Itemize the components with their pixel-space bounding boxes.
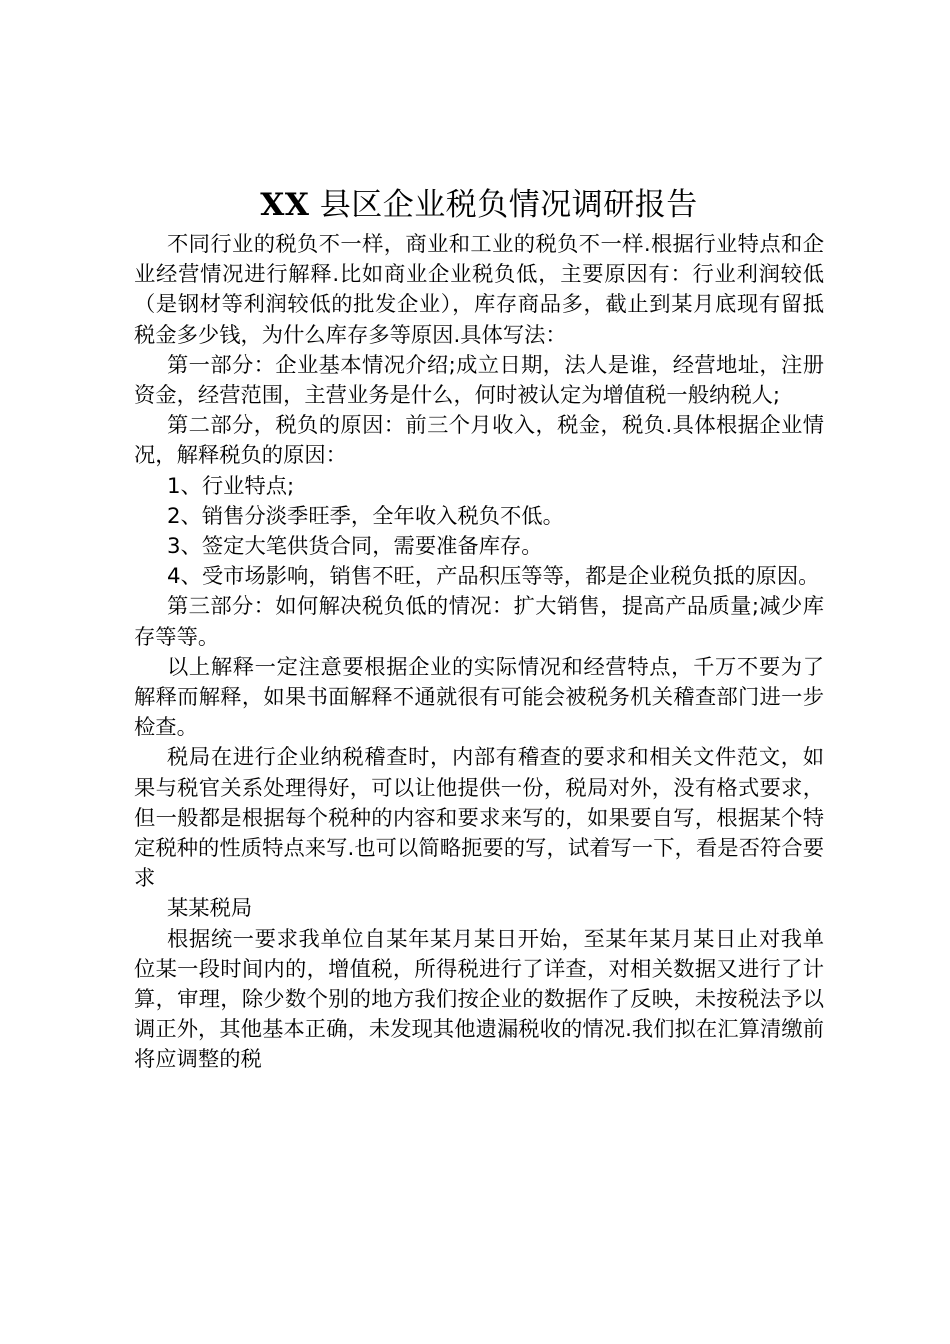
list-item-2: 2、销售分淡季旺季，全年收入税负不低。	[167, 503, 564, 529]
paragraph-inspection: 税局在进行企业纳税稽查时，内部有稽查的要求和相关文件范文，如果与税官关系处理得好，可以让他提供一份，税局对外，没有格式要求，但一般都是根据每个税种的内容和要求来写的，如果要自写，根据某个特定税种的性质特点来写.也可以简略扼要的写，试着写一下，看是否符合要求	[134, 745, 824, 892]
paragraph-addressee: 某某税局	[167, 896, 253, 922]
paragraph-intro: 不同行业的税负不一样，商业和工业的税负不一样.根据行业特点和企业经营情况进行解释.比如商业企业税负低，主要原因有：行业利润较低（是钢材等利润较低的批发企业），库存商品多，截止到某月底现有留抵税金多少钱，为什么库存多等原因.具体写法：	[134, 232, 824, 348]
list-item-1: 1、行业特点;	[167, 473, 295, 499]
document-title	[134, 182, 824, 228]
paragraph-part-one: 第一部分：企业基本情况介绍;成立日期，法人是谁，经营地址，注册资金，经营范围，主营业务是什么，何时被认定为增值税一般纳税人;	[134, 352, 824, 409]
paragraph-note: 以上解释一定注意要根据企业的实际情况和经营特点，千万不要为了解释而解释，如果书面解释不通就很有可能会被税务机关稽查部门进一步检查。	[134, 654, 824, 741]
document-page	[134, 182, 824, 1076]
list-item-4: 4、受市场影响，销售不旺，产品积压等等，都是企业税负抵的原因。	[167, 564, 820, 590]
title-prefix: XX	[260, 187, 310, 223]
paragraph-part-three: 第三部分：如何解决税负低的情况：扩大销售，提高产品质量;减少库存等等。	[134, 594, 824, 650]
paragraph-letter-body: 根据统一要求我单位自某年某月某日开始，至某年某月某日止对我单位某一段时间内的，增值税，所得税进行了详查，对相关数据又进行了计算，审理，除少数个别的地方我们按企业的数据作了反映，未按税法予以调正外，其他基本正确，未发现其他遗漏税收的情况.我们拟在汇算清缴前将应调整的税	[134, 926, 824, 1073]
list-item-3: 3、签定大笔供货合同，需要准备库存。	[167, 534, 543, 560]
title-text: 县区企业税负情况调研报告	[319, 187, 698, 223]
paragraph-part-two: 第二部分，税负的原因：前三个月收入，税金，税负.具体根据企业情况，解释税负的原因：	[134, 413, 824, 469]
